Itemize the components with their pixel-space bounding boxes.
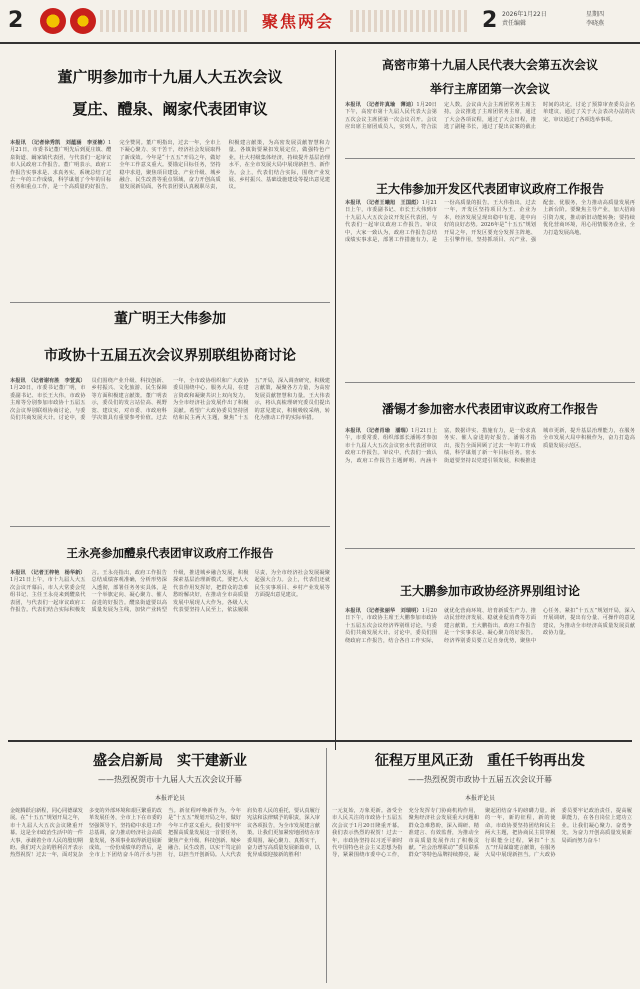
divider (10, 302, 330, 303)
article-9-text: 一元复始，万象更新。备受全市人民关注的市政协十五届五次会议于1月20日隆重开幕。我们表示热烈的祝贺！过去一年，市政协坚持以习近平新时代中国特色社会主义思想为指导，紧紧围绕市委中心工作，充分发挥专门协商机构作用，聚焦经济社会发展重大问题和群众急难愁盼，深入调研、精准建言、有效监督，为推动全市高质量发展作出了积极贡献。“社会治理联动”“委员联系群众”等特色品牌持续擦亮，凝聚起团结奋斗的磅礴力量。新的一年，新的征程，新的使命。市政协要坚持团结和民主两大主题，把协商民主贯穿履行职能全过程，紧扣“十五五”开局谋篇建言献策，在服务大局中展现新担当。广大政协委员要牢记政治责任，提高履职能力，在各自岗位上建功立业。让我们凝心聚力、奋勇争先，为奋力开创高质量发展新局面而努力奋斗！ (332, 808, 632, 859)
article-7-body (345, 608, 635, 738)
article-3-byline: 本报讯 （记者王曦旭 王国彪） (345, 200, 422, 206)
cppcc-emblem-icon (70, 8, 96, 34)
article-6-body (10, 570, 330, 732)
article-3-title: 王大伟参加开发区代表团审议政府工作报告 (375, 182, 604, 196)
article-2-title: 高密市第十九届人民代表大会第五次会议 (381, 58, 598, 72)
article-5-title: 潘锡才参加密水代表团审议政府工作报告 (381, 402, 598, 416)
article-8-text: 金蛇腾跃启新程，同心同德谋发展。在“十五五”规划开局之年，市十九届人大五次会议隆重开幕。这是全市政治生活中的一件大事，承载着全市人民的殷切期盼。我们对大会的胜利召开表示热烈祝贺！过去一年，面对复杂多变的外部环境和艰巨繁重的改革发展任务，全市上下在市委的坚强领导下，坚持稳中求进工作总基调，奋力推动经济社会高质量发展，各项事业取得新进展新成效。一份份成绩单的背后，是全市上下团结奋斗的汗水与担当。新征程呼唤新作为。今年是“十五五”规划开局之年，做好今年工作意义重大。我们要牢牢把握高质量发展这一首要任务，聚焦产业升级、科技创新、城乡融合、民生改善，以实干笃定前行，以担当开创新局。人大代表肩负着人民的重托，要认真履行宪法和法律赋予的职责，深入审议各项报告，为全市发展建言献策。让我们更加紧密地团结在市委周围，凝心聚力、真抓实干，奋力谱写高质量发展新篇章，以优异成绩迎接新的胜利！ (10, 808, 320, 859)
article-6-title: 王永亮参加醴泉代表团审议政府工作报告 (66, 546, 274, 560)
article-7-text: 1月20日下午，市政协主席王大鹏参加市政协十五届五次会议经济界别组讨论，与委员们共商发展大计。讨论中，委员们围绕政府工作报告，结合各自工作实际，就优化营商环境、培育新质生产力、推动民营经济发展、稳就业促消费等方面建言献策。王大鹏指出，政府工作报告是一个实事求是、凝心聚力的好报告。经济界别委员要立足自身优势，聚焦中心任务，紧扣“十五五”规划开局，深入开展调研，提出有分量、可操作的意见建议，为推动全市经济高质量发展贡献政协力量。 (345, 608, 635, 644)
article-5-byline: 本报讯 （记者肖瑜 潘瑞） (345, 428, 412, 434)
masthead (0, 0, 640, 44)
article-5-body (345, 428, 635, 548)
article-3-text: 1月21日上午，市委副书记、市长王大伟到市十九届人大五次会议开发区代表团，与代表们一起审议政府工作报告。审议中，大家一致认为，政府工作报告总结成绩实事求是，部署工作措施有力，是一份高质量的报告。王大伟指出，过去一年，开发区坚持项目为王、企业为本，经济发展呈现出稳中有进、进中向好的良好态势。2026年是“十五五”规划开局之年，开发区要充分发挥主阵地、主引擎作用，坚持抓项目、兴产业、强配套、优服务，全力推动高质量发展再上新台阶。要聚焦主导产业，加大招商引资力度，推动新旧动能转换；要持续优化营商环境，用心用情服务企业，全力打造发展高地。 (345, 200, 635, 244)
divider (10, 526, 330, 527)
editor-name: 李晓燕 (586, 20, 605, 27)
article-1-text: 1月21日，市委书记董广明先后到夏庄镇、醴泉街道、阚家镇代表团，与代表们一起审议市人民政府工作报告。董广明表示，政府工作报告实事求是、求真务实，系统总结了过去一年的工作成绩，科学谋划了今年的目标任务和重点工作，是一个高质量的好报告，完全赞同。董广明指出，过去一年，全市上下凝心聚力、实干苦干，经济社会发展取得了新成效。今年是“十五五”开局之年，做好全年工作意义重大。要锚定目标任务，坚持稳中求进，聚焦项目建设、产业升级、城乡融合、民生改善等重点领域，奋力开创高质量发展新局面。各代表团要认真履职尽责，积极建言献策，为高密发展贡献智慧和力量。各镇街要紧扣发展定位，做强特色产业，壮大村级集体经济，持续提升基层治理水平，在全市发展大局中展现新担当、新作为。会上，代表们结合实际，围绕产业发展、乡村振兴、基础设施建设等提出意见建议。 (10, 140, 330, 191)
article-8-subtitle: ——热烈祝贺市十九届人大五次会议开幕 (98, 775, 242, 784)
column-divider (326, 748, 327, 983)
article-1-subtitle: 夏庄、醴泉、阚家代表团审议 (72, 100, 268, 118)
article-8-byline: 本报评论员 (154, 795, 185, 802)
article-4-text: 1月20日，市委书记董广明，市委副书记、市长王大伟，市政协主席等分别参加市政协十五届五次会议界别联组协商讨论，与委员们共商发展大计。讨论中，委员们围绕产业升级、科技创新、乡村振兴、文化旅游、民生保障等方面积极建言献策。董广明表示，委员们的发言站位高、视野宽、建议实，对市委、市政府科学决策具有重要参考价值。过去一年，全市政协组织和广大政协委员围绕中心、服务大局，在建言资政和凝聚共识上双向发力，为全市经济社会发展作出了积极贡献。希望广大政协委员坚持团结和民主两大主题，聚焦“十五五”开局，深入调查研究，积极建言献策，凝聚各方力量，为高密发展贡献智慧和力量。王大伟表示，将认真梳理研究委员们提出的意见建议，积极吸收采纳，转化为推动工作的实际举措。 (10, 378, 330, 422)
article-9-subtitle: ——热烈祝贺市政协十五届五次会议开幕 (408, 775, 552, 784)
editor-label: 责任编辑 (502, 20, 527, 27)
national-emblem-icon (40, 8, 66, 34)
article-9-title: 征程万里风正劲 重任千钧再出发 (375, 753, 585, 769)
article-1-byline: 本报讯 （记者徐秀凯 刘蕴涵 李亚楠） (10, 140, 109, 146)
article-2-text: 1月20日下午，高密市第十九届人民代表大会第五次会议主席团第一次会议召开。会议应出席主席团成员人，实到人，符合法定人数。会议由大会主席团常务主席主持。会议推选了主席团常务主席，通过了大会各项议程，通过了大会日程，推选了副秘书长，通过了提出议案的截止时间的决定，讨论了预算审查委员会名单建议，通过了关于大会表决办法的决定，审议通过了各项选举事项。 (345, 102, 635, 131)
article-2-byline: 本报讯 （记者许真瑜 薄迪） (345, 102, 417, 108)
article-7-title: 王大鹏参加市政协经济界别组讨论 (399, 584, 580, 598)
article-4-body (10, 378, 330, 518)
article-5-text: 1月21日上午，市委常委、组织部部长潘锡才参加市十九届人大五次会议密水代表团审议政府工作报告。审议中，代表们一致认为，政府工作报告主题鲜明、内涵丰富，数据详实、措施有力，是一份求真务实、催人奋进的好报告。潘锡才指出，报告全面回顾了过去一年的工作成绩，科学谋划了新一年目标任务。密水街道要坚持以党建引领发展，积极推进城市更新，提升基层治理能力，在服务全市发展大局中积极作为，奋力打造高质量发展示范区。 (345, 428, 635, 464)
divider (345, 548, 635, 549)
article-4-byline: 本报讯 （记者谢有胜 李萱真） (10, 378, 86, 384)
section-title: 聚焦两会 (262, 12, 335, 31)
article-9-byline: 本报评论员 (464, 795, 495, 802)
article-8-title: 盛会启新局 实干建新业 (93, 753, 247, 769)
article-1-title: 董广明参加市十九届人大五次会议 (57, 68, 283, 86)
article-4-title: 董广明王大伟参加 (114, 311, 226, 327)
article-4-subtitle: 市政协十五届五次会议界别联组协商讨论 (44, 348, 296, 364)
article-2-subtitle: 举行主席团第一次会议 (429, 82, 550, 96)
header-decoration (100, 10, 250, 32)
page-number-left: 2 (8, 8, 24, 33)
issue-weekday: 星期四 (586, 11, 605, 18)
article-9-body (332, 808, 632, 984)
divider (345, 158, 635, 159)
article-3-body (345, 200, 635, 370)
article-8-body (10, 808, 320, 984)
issue-date: 2026年1月22日 (502, 11, 547, 18)
header-decoration-right (350, 10, 470, 32)
article-6-byline: 本报讯 （记者王梓艳 杨华新） (10, 570, 86, 576)
divider (345, 382, 635, 383)
page-number-right: 2 (482, 8, 498, 33)
article-6-text: 1月21日上午，市十九届人大五次会议开幕后，市人大常委会党组书记、主任王永亮来到醴泉代表团，与代表们一起审议政府工作报告。代表们结合实际积极发言。王永亮指出，政府工作报告总结成绩客观准确，分析形势深入透彻，部署任务务实具体，是一个举旗定向、凝心聚力、催人奋进的好报告。醴泉街道要以高质量发展为主线，加快产业转型升级，推进城乡融合发展，积极探索基层治理新模式。要把人大代表作用发挥好，把群众的急难愁盼解决好，在推动全市高质量发展中展现人大作为。各级人大代表要坚持人民至上，依法履职尽责，为全市经济社会发展凝聚起强大合力。会上，代表们还就民生实事项目、乡村产业发展等方面提出意见建议。 (10, 570, 330, 614)
article-1-body (10, 140, 330, 300)
column-divider (335, 50, 336, 750)
section-divider (8, 740, 632, 742)
article-2-body (345, 102, 635, 152)
article-7-byline: 本报讯 （记者张丽华 刘瑞明） (345, 608, 422, 614)
